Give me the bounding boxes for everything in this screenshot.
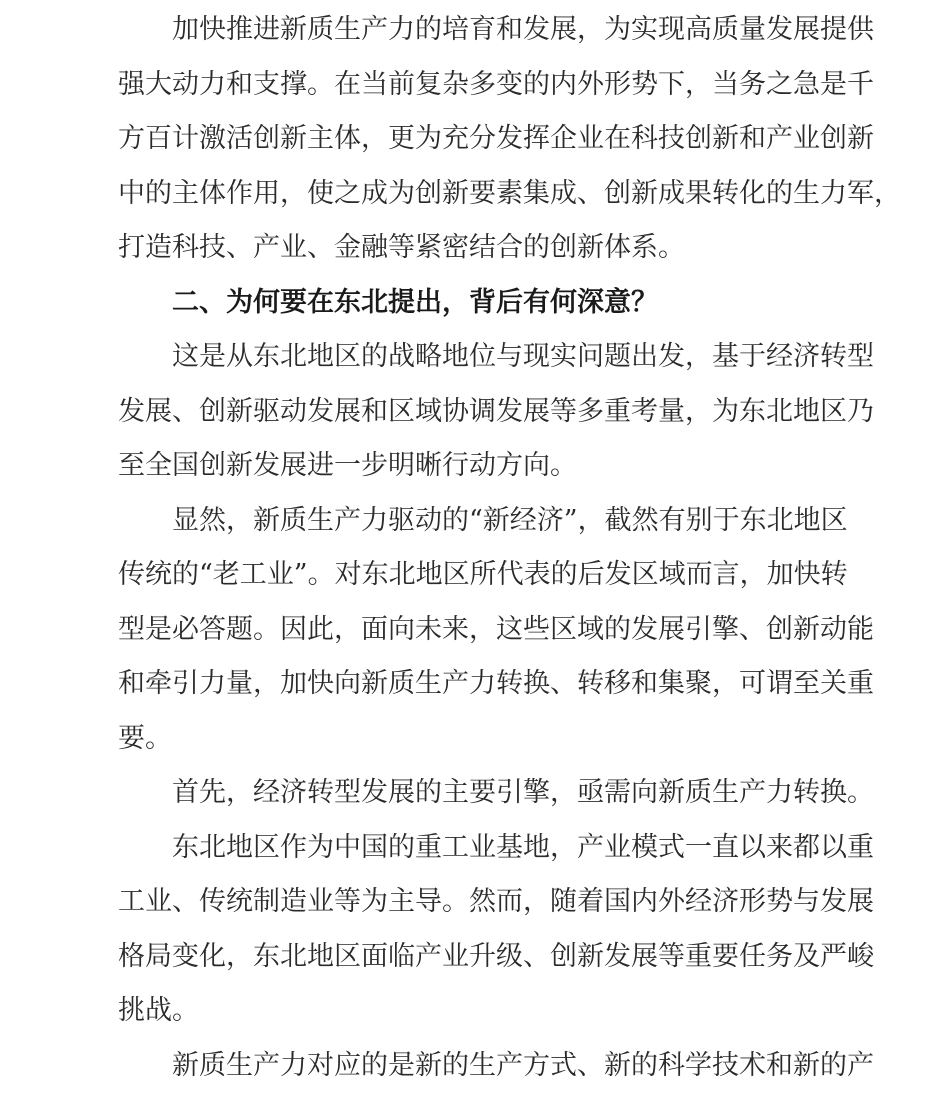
paragraph-1 [118,12,842,285]
paragraph-3 [118,503,842,776]
text-line: 型是必答题。因此，面向未来，这些区域的发展引擎、创新动能 [118,612,842,667]
paragraph-2 [118,339,842,503]
text-line: 显然，新质生产力驱动的“新经济”，截然有别于东北地区 [118,503,842,558]
heading-text: 二、为何要在东北提出，背后有何深意？ [118,285,842,340]
text-line: 格局变化，东北地区面临产业升级、创新发展等重要任务及严峻 [118,939,842,994]
paragraph-5 [118,830,842,1048]
text-line: 东北地区作为中国的重工业基地，产业模式一直以来都以重 [118,830,842,885]
paragraph-6 [118,1048,842,1102]
section-heading [118,285,842,340]
text-line: 首先，经济转型发展的主要引擎，亟需向新质生产力转换。 [118,775,842,830]
text-line: 中的主体作用，使之成为创新要素集成、创新成果转化的生力军， [118,176,842,231]
text-line: 强大动力和支撑。在当前复杂多变的内外形势下，当务之急是千 [118,67,842,122]
text-line: 至全国创新发展进一步明晰行动方向。 [118,448,842,503]
paragraph-4 [118,775,842,830]
text-line: 这是从东北地区的战略地位与现实问题出发，基于经济转型 [118,339,842,394]
text-line: 和牵引力量，加快向新质生产力转换、转移和集聚，可谓至关重 [118,666,842,721]
text-line: 发展、创新驱动发展和区域协调发展等多重考量，为东北地区乃 [118,394,842,449]
text-line: 加快推进新质生产力的培育和发展，为实现高质量发展提供 [118,12,842,67]
text-line: 要。 [118,721,842,776]
text-line: 挑战。 [118,993,842,1048]
text-line: 打造科技、产业、金融等紧密结合的创新体系。 [118,230,842,285]
text-line: 工业、传统制造业等为主导。然而，随着国内外经济形势与发展 [118,884,842,939]
text-line: 新质生产力对应的是新的生产方式、新的科学技术和新的产 [118,1048,842,1102]
text-line: 传统的“老工业”。对东北地区所代表的后发区域而言，加快转 [118,557,842,612]
text-line: 方百计激活创新主体，更为充分发挥企业在科技创新和产业创新 [118,121,842,176]
